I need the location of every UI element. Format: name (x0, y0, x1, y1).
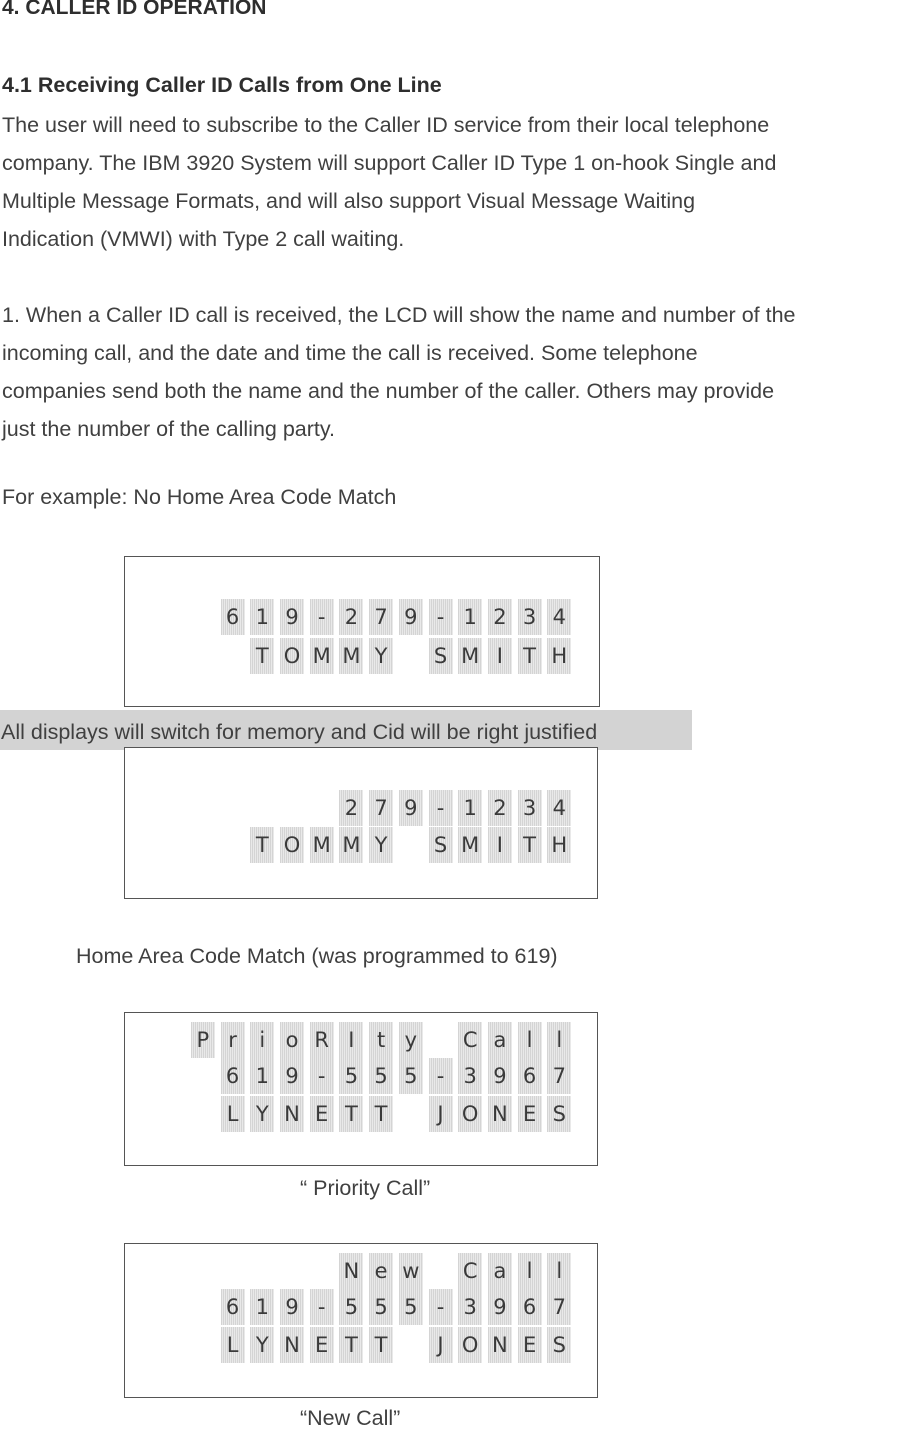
lcd-char: H (547, 827, 571, 863)
lcd-char: 6 (518, 1289, 542, 1325)
lcd-char: 6 (221, 1289, 245, 1325)
lcd-display-new-call (124, 1243, 598, 1398)
lcd-char: 2 (339, 790, 363, 826)
paragraph-line: Multiple Message Formats, and will also support Visual Message Waiting (2, 189, 696, 213)
lcd-char: 1 (458, 790, 482, 826)
lcd-char: E (310, 1327, 334, 1363)
lcd-char (399, 638, 423, 674)
lcd-char: 6 (221, 1058, 245, 1094)
lcd-char: N (339, 1253, 363, 1289)
lcd-char: - (310, 1289, 334, 1325)
lcd-char: 6 (518, 1058, 542, 1094)
lcd-char: 9 (488, 1058, 512, 1094)
lcd-char: Y (250, 1327, 274, 1363)
lcd-char: r (221, 1022, 245, 1058)
lcd-char: 5 (339, 1289, 363, 1325)
paragraph-intro (2, 106, 776, 258)
lcd-char: 9 (399, 790, 423, 826)
lcd-char: 7 (547, 1058, 571, 1094)
lcd-char: 1 (250, 1289, 274, 1325)
lcd-char: - (310, 599, 334, 635)
paragraph-line: just the number of the calling party. (2, 417, 336, 441)
lcd-char: I (339, 1022, 363, 1058)
lcd-char: M (458, 638, 482, 674)
lcd-char: Y (250, 1096, 274, 1132)
lcd-char: 2 (339, 599, 363, 635)
lcd-char: - (429, 1058, 453, 1094)
lcd-char: 4 (547, 790, 571, 826)
lcd-char: L (221, 1096, 245, 1132)
lcd-char: E (518, 1327, 542, 1363)
lcd-char: a (488, 1253, 512, 1289)
lcd-char: 1 (458, 599, 482, 635)
lcd-char: N (280, 1327, 304, 1363)
lcd-char: 5 (399, 1058, 423, 1094)
lcd-char: i (250, 1022, 274, 1058)
lcd-char: I (488, 827, 512, 863)
lcd-char: 4 (547, 599, 571, 635)
paragraph-line: The user will need to subscribe to the Caller ID service from their local telephone (2, 113, 770, 137)
caption-new-call: “New Call” (300, 1406, 401, 1430)
lcd-char: M (339, 638, 363, 674)
lcd-char: t (369, 1022, 393, 1058)
lcd-char: S (547, 1327, 571, 1363)
paragraph-line: 1. When a Caller ID call is received, the LCD will show the name and number of the (2, 303, 796, 327)
lcd-char: I (488, 638, 512, 674)
lcd-char: 3 (458, 1289, 482, 1325)
paragraph-line: company. The IBM 3920 System will support Caller ID Type 1 on-hook Single and (2, 151, 777, 175)
lcd-char: 5 (369, 1289, 393, 1325)
lcd-char: l (518, 1022, 542, 1058)
lcd-char: S (429, 638, 453, 674)
lcd-char: J (429, 1327, 453, 1363)
lcd-char: H (547, 638, 571, 674)
lcd-char: - (310, 1058, 334, 1094)
highlighted-note: All displays will switch for memory and Cid will be right justified (0, 710, 692, 750)
lcd-char: E (310, 1096, 334, 1132)
lcd-char: C (458, 1022, 482, 1058)
lcd-char (399, 1096, 423, 1132)
lcd-char: J (429, 1096, 453, 1132)
lcd-char: T (339, 1096, 363, 1132)
example-label: For example: No Home Area Code Match (2, 485, 397, 509)
lcd-char: M (458, 827, 482, 863)
lcd-char: a (488, 1022, 512, 1058)
lcd-char: 1 (250, 599, 274, 635)
lcd-char: O (280, 827, 304, 863)
lcd-char: E (518, 1096, 542, 1132)
lcd-char: 3 (458, 1058, 482, 1094)
lcd-char: R (310, 1022, 334, 1058)
lcd-char: - (429, 1289, 453, 1325)
lcd-char: l (547, 1022, 571, 1058)
lcd-char: 6 (221, 599, 245, 635)
lcd-char: P (191, 1022, 215, 1058)
lcd-char: - (429, 599, 453, 635)
lcd-char: O (458, 1327, 482, 1363)
paragraph-line: companies send both the name and the number of the caller. Others may provide (2, 379, 775, 403)
lcd-char: e (369, 1253, 393, 1289)
lcd-char: N (488, 1096, 512, 1132)
lcd-char: w (399, 1253, 423, 1289)
lcd-char: M (339, 827, 363, 863)
lcd-char: T (339, 1327, 363, 1363)
lcd-char: S (429, 827, 453, 863)
paragraph-line: Indication (VMWI) with Type 2 call waiting. (2, 227, 405, 251)
lcd-char: 5 (399, 1289, 423, 1325)
lcd-char: 2 (488, 790, 512, 826)
lcd-char: l (518, 1253, 542, 1289)
lcd-char: S (547, 1096, 571, 1132)
lcd-char: T (250, 827, 274, 863)
lcd-char: 9 (280, 1289, 304, 1325)
lcd-display-priority-call (124, 1012, 598, 1166)
subsection-title: 4.1 Receiving Caller ID Calls from One Line (2, 73, 442, 97)
lcd-char: O (458, 1096, 482, 1132)
lcd-char (429, 1253, 453, 1289)
lcd-char: O (280, 638, 304, 674)
lcd-char: - (429, 790, 453, 826)
lcd-char (429, 1022, 453, 1058)
lcd-char: 5 (369, 1058, 393, 1094)
lcd-char: 9 (488, 1289, 512, 1325)
lcd-char: Y (369, 827, 393, 863)
lcd-display-no-area-match (124, 556, 600, 707)
lcd-char (399, 1327, 423, 1363)
lcd-char: M (310, 827, 334, 863)
lcd-char: 2 (488, 599, 512, 635)
lcd-char: N (488, 1327, 512, 1363)
lcd-char: Y (369, 638, 393, 674)
lcd-char: 1 (250, 1058, 274, 1094)
section-title: 4. CALLER ID OPERATION (2, 0, 267, 19)
lcd-char: 3 (518, 599, 542, 635)
lcd-char: T (369, 1096, 393, 1132)
lcd-char: 5 (339, 1058, 363, 1094)
lcd-char: 9 (399, 599, 423, 635)
lcd-char: 3 (518, 790, 542, 826)
lcd-char (399, 827, 423, 863)
lcd-char: T (518, 638, 542, 674)
caption-priority-call: “ Priority Call” (300, 1176, 431, 1200)
lcd-char: o (280, 1022, 304, 1058)
home-area-match-label: Home Area Code Match (was programmed to 619) (76, 944, 558, 968)
lcd-char: y (399, 1022, 423, 1058)
paragraph-line: incoming call, and the date and time the call is received. Some telephone (2, 341, 698, 365)
lcd-char: 7 (547, 1289, 571, 1325)
lcd-char: 7 (369, 790, 393, 826)
lcd-char: L (221, 1327, 245, 1363)
lcd-char: C (458, 1253, 482, 1289)
paragraph-step-1 (2, 296, 795, 448)
lcd-char: M (310, 638, 334, 674)
lcd-char: 9 (280, 1058, 304, 1094)
lcd-char: l (547, 1253, 571, 1289)
lcd-char: T (250, 638, 274, 674)
lcd-display-right-justified (124, 747, 598, 899)
lcd-char: T (369, 1327, 393, 1363)
lcd-char: 9 (280, 599, 304, 635)
lcd-char: N (280, 1096, 304, 1132)
lcd-char: T (518, 827, 542, 863)
lcd-char: 7 (369, 599, 393, 635)
